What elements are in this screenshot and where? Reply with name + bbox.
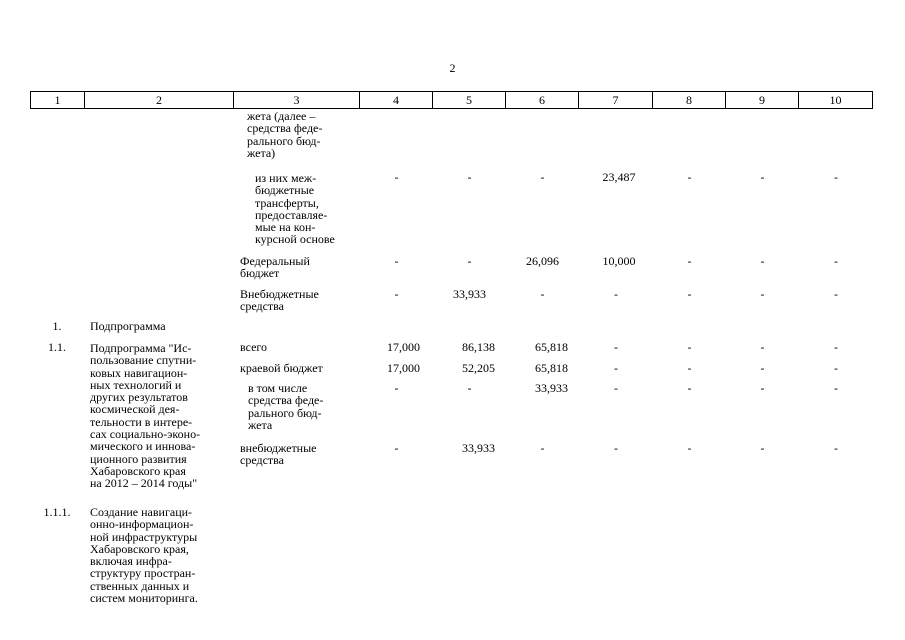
row-9-title: Создание навигаци- онно-информацион- ной инфраструктуры Хабаровского края, включая инфра- структуру простран- ственных данных и систем мониторинга. <box>90 505 198 606</box>
row-1-funding-source: из них меж- бюджетные трансферты, предоставляе- мые на кон- курсной основе <box>255 171 335 247</box>
row-1-col-6: - <box>540 170 545 184</box>
row-1-col-4: - <box>394 170 399 184</box>
row-5-number: 1.1. <box>48 340 66 354</box>
row-8-col-7: - <box>614 441 618 455</box>
row-6-col-10: - <box>834 361 838 375</box>
header-col-7: 7 <box>579 92 653 109</box>
row-8-col-9: - <box>760 441 765 455</box>
header-col-10: 10 <box>799 92 873 109</box>
row-3-col-9: - <box>760 287 765 301</box>
row-8-col-5: 33,933 <box>462 441 495 455</box>
row-6-funding-source: краевой бюджет <box>240 361 323 375</box>
row-5-funding-source: всего <box>240 340 268 354</box>
row-7-col-7: - <box>614 381 618 395</box>
row-6-col-8: - <box>687 361 692 375</box>
header-col-4: 4 <box>360 92 433 109</box>
row-3-col-7: - <box>614 287 618 301</box>
row-2-col-4: - <box>394 254 399 268</box>
row-2-col-9: - <box>760 254 765 268</box>
header-col-2: 2 <box>85 92 234 109</box>
row-8-col-6: - <box>540 441 545 455</box>
page-number: 2 <box>449 61 456 75</box>
row-5-col-4: 17,000 <box>387 340 420 354</box>
row-2-col-8: - <box>687 254 692 268</box>
row-2-col-5: - <box>467 254 472 268</box>
row-1-col-10: - <box>834 170 838 184</box>
row-5-col-5: 86,138 <box>462 340 495 354</box>
row-0-funding-source: жета (далее – средства феде- рального бюд- жета) <box>247 109 323 160</box>
row-1-col-9: - <box>760 170 765 184</box>
row-4-title: Подпрограмма <box>90 319 166 333</box>
row-5-col-10: - <box>834 340 838 354</box>
row-2-funding-source: Федеральный бюджет <box>240 254 310 281</box>
row-7-col-4: - <box>394 381 399 395</box>
row-1-col-5: - <box>467 170 472 184</box>
row-9-number: 1.1.1. <box>43 505 71 519</box>
header-col-9: 9 <box>726 92 799 109</box>
row-5-col-6: 65,818 <box>535 340 568 354</box>
row-7-col-10: - <box>834 381 838 395</box>
row-1-col-8: - <box>687 170 692 184</box>
row-5-col-9: - <box>760 340 765 354</box>
table-header <box>30 91 873 109</box>
row-3-col-5: 33,933 <box>453 287 486 301</box>
row-3-col-4: - <box>394 287 399 301</box>
row-3-col-10: - <box>834 287 838 301</box>
header-col-1: 1 <box>31 92 85 109</box>
row-6-col-7: - <box>614 361 618 375</box>
row-3-col-6: - <box>540 287 545 301</box>
row-8-col-10: - <box>834 441 838 455</box>
row-7-col-8: - <box>687 381 692 395</box>
row-3-col-8: - <box>687 287 692 301</box>
row-8-col-4: - <box>394 441 399 455</box>
row-2-col-7: 10,000 <box>602 254 636 268</box>
row-2-col-10: - <box>834 254 838 268</box>
row-5-col-7: - <box>614 340 618 354</box>
row-6-col-9: - <box>760 361 765 375</box>
row-8-col-8: - <box>687 441 692 455</box>
row-6-col-4: 17,000 <box>387 361 420 375</box>
row-2-col-6: 26,096 <box>526 254 559 268</box>
row-4-number: 1. <box>52 319 62 333</box>
row-8-funding-source: внебюджетные средства <box>240 441 317 468</box>
header-col-6: 6 <box>506 92 579 109</box>
row-3-funding-source: Внебюджетные средства <box>240 287 319 314</box>
row-5-title: Подпрограмма "Ис- пользование спутни- ковых навигацион- ных технологий и других результатов космической дея- тельности в интере- сах социально-эконо- мического и иннова- ционного развития Хабаровского края на 2012 – 2014 годы" <box>90 341 201 491</box>
header-col-8: 8 <box>653 92 726 109</box>
row-7-funding-source: в том числе средства феде- рального бюд- жета <box>248 381 324 432</box>
row-1-col-7: 23,487 <box>602 170 636 184</box>
row-6-col-5: 52,205 <box>462 361 495 375</box>
row-6-col-6: 65,818 <box>535 361 568 375</box>
row-7-col-6: 33,933 <box>535 381 568 395</box>
header-col-3: 3 <box>234 92 360 109</box>
row-5-col-8: - <box>687 340 692 354</box>
row-7-col-5: - <box>467 381 472 395</box>
header-col-5: 5 <box>433 92 506 109</box>
row-7-col-9: - <box>760 381 765 395</box>
